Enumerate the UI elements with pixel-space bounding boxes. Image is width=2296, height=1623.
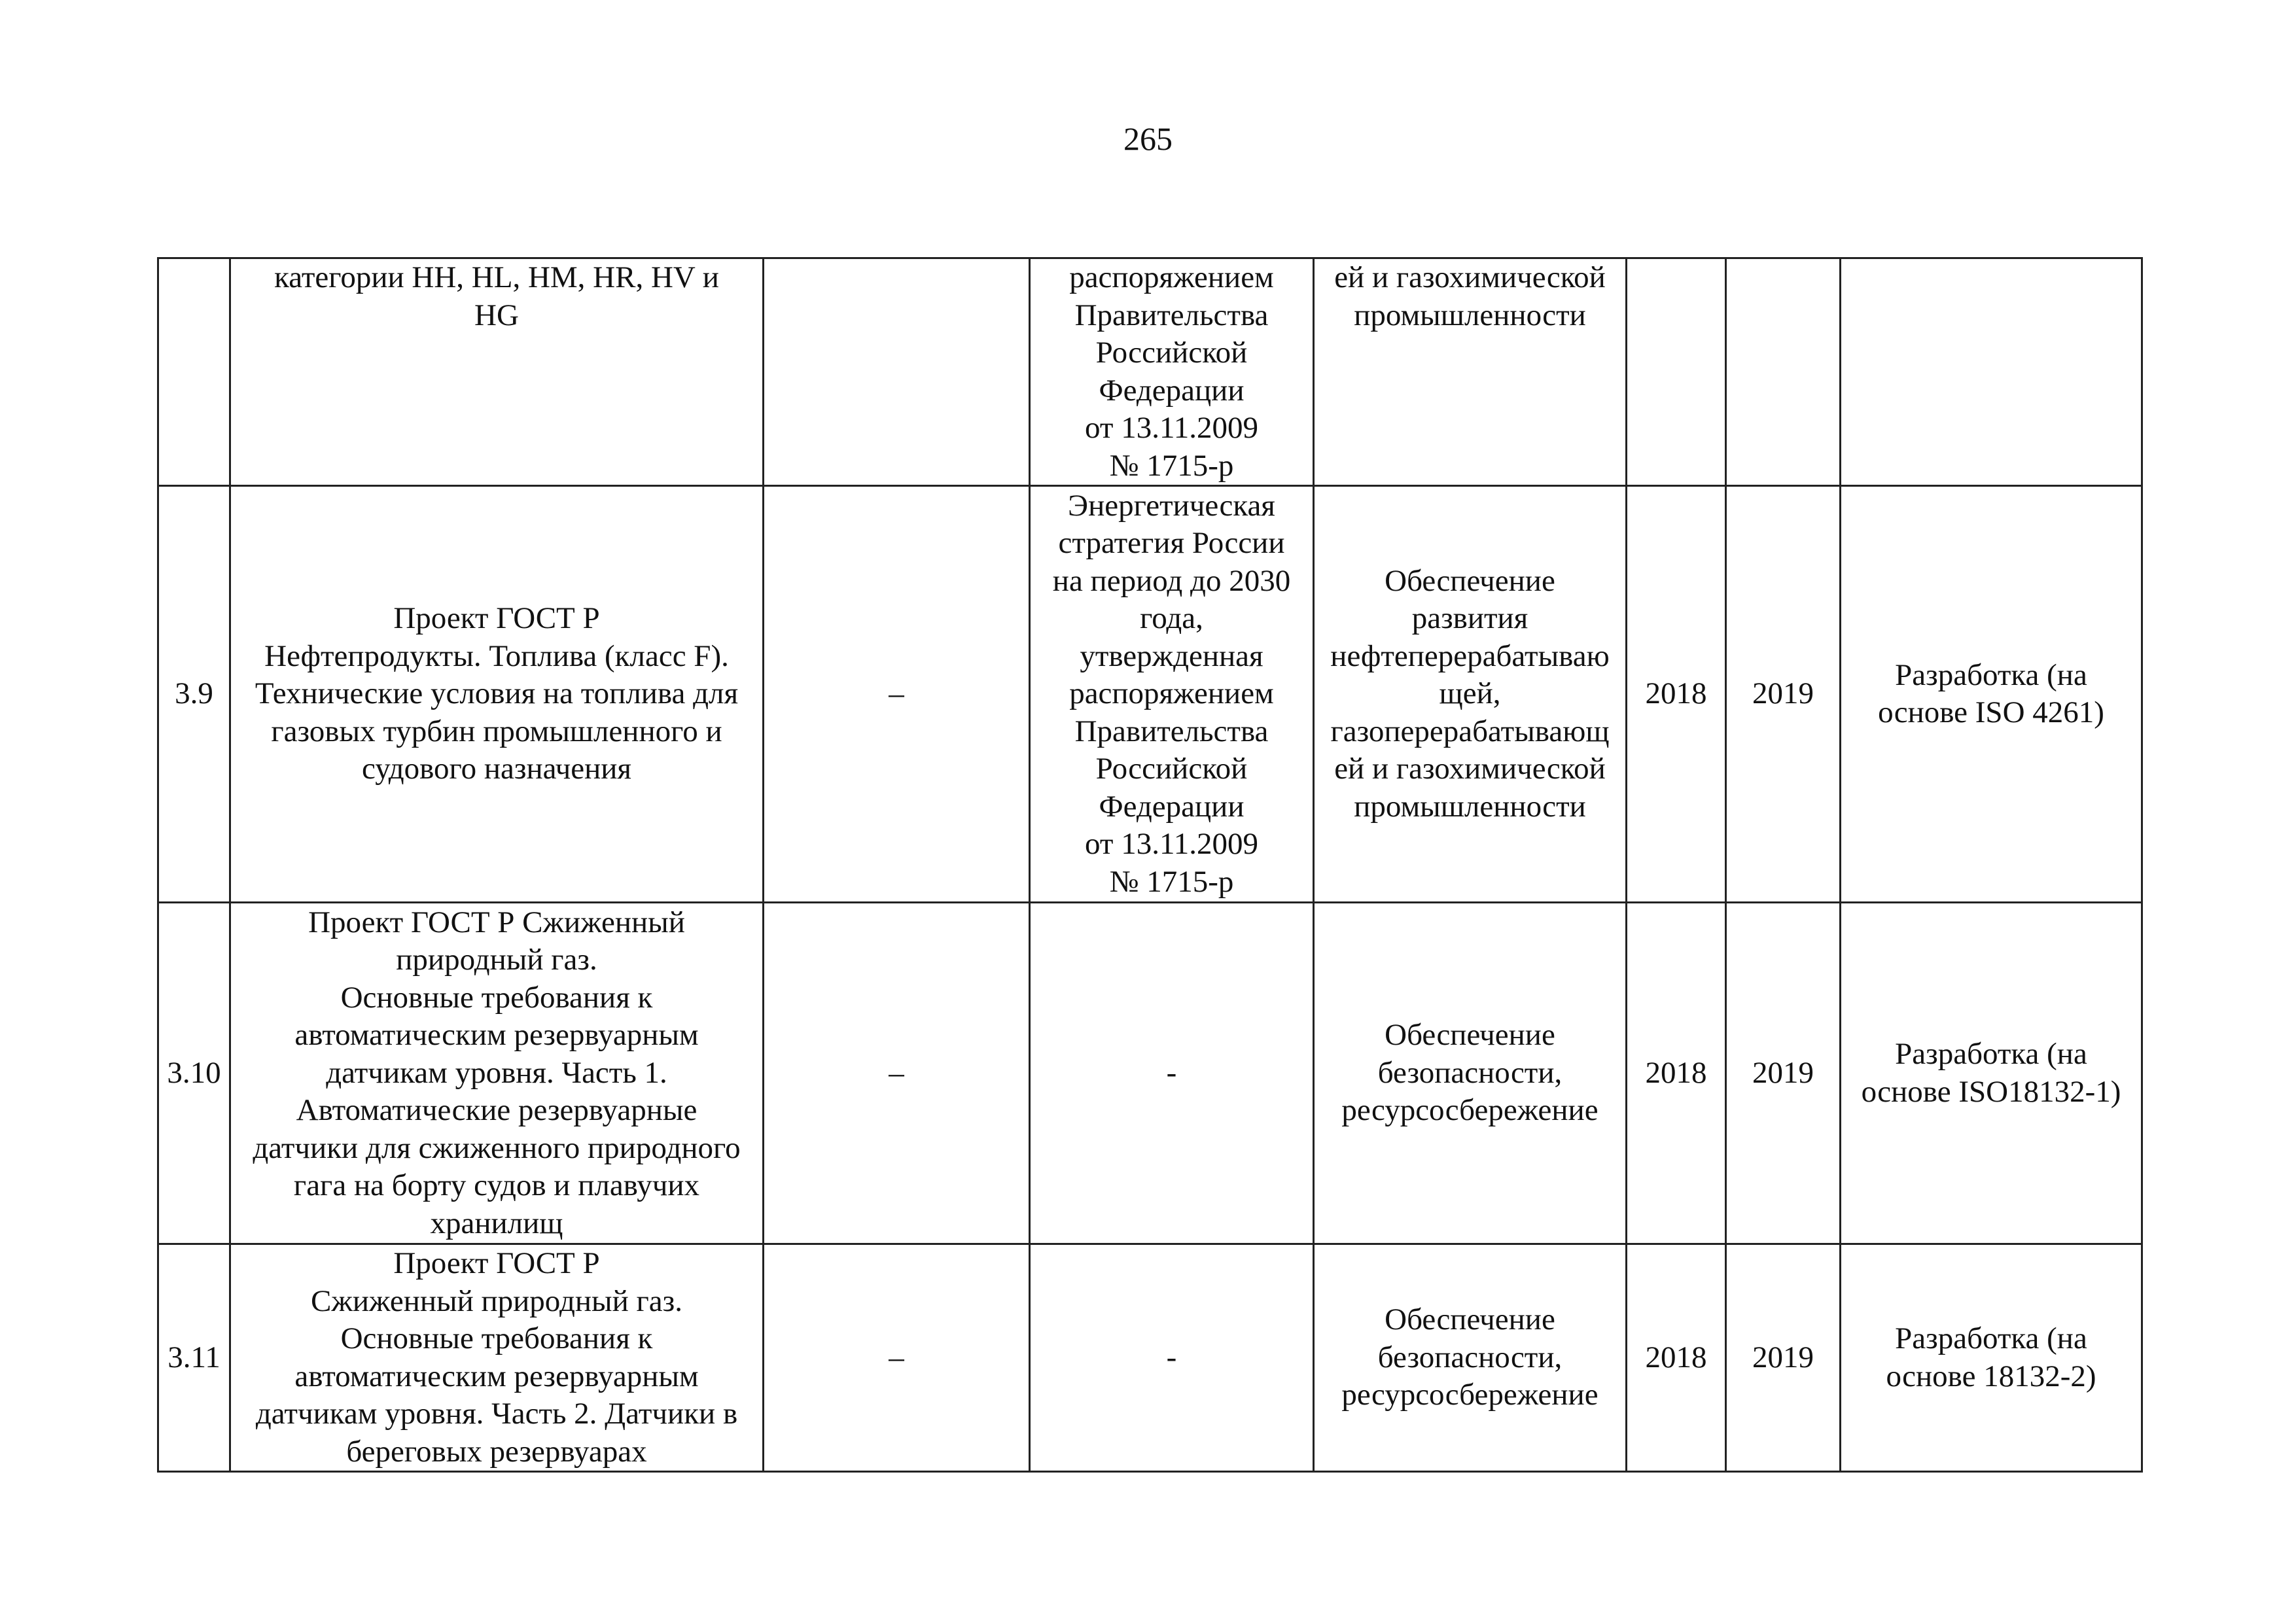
table-row-3-11 [158, 1244, 2142, 1472]
cell-num: 3.10 [158, 903, 230, 1244]
cell-harmonization: – [764, 1244, 1030, 1472]
cell-note [1841, 258, 2142, 486]
cell-end-year: 2019 [1726, 903, 1841, 1244]
cell-purpose: ей и газохимической промышленности [1314, 258, 1627, 486]
cell-start-year: 2018 [1627, 903, 1726, 1244]
cell-num: 3.11 [158, 1244, 230, 1472]
cell-harmonization: – [764, 486, 1030, 903]
cell-end-year [1726, 258, 1841, 486]
cell-harmonization [764, 258, 1030, 486]
cell-basis: Энергетическая стратегия России на период до 2030 года, утвержденная распоряжением Правительства Российской Федерации от 13.11.2009 № 1715-р [1030, 486, 1314, 903]
cell-end-year: 2019 [1726, 1244, 1841, 1472]
cell-start-year: 2018 [1627, 1244, 1726, 1472]
cell-harmonization: – [764, 903, 1030, 1244]
table-row-continuation [158, 258, 2142, 486]
table-row-3-9 [158, 486, 2142, 903]
cell-end-year: 2019 [1726, 486, 1841, 903]
cell-note: Разработка (на основе ISO18132-1) [1841, 903, 2142, 1244]
cell-note: Разработка (на основе 18132-2) [1841, 1244, 2142, 1472]
cell-title: Проект ГОСТ Р Сжиженный природный газ. Основные требования к автоматическим резервуарным датчикам уровня. Часть 1. Автоматические резервуарные датчики для сжиженного природного гага на борту судов и плавучих хранилищ [230, 903, 764, 1244]
table-row-3-10 [158, 903, 2142, 1244]
cell-basis: - [1030, 903, 1314, 1244]
cell-start-year: 2018 [1627, 486, 1726, 903]
cell-num: 3.9 [158, 486, 230, 903]
cell-purpose: Обеспечение развития нефтеперерабатываю щей, газоперерабатывающ ей и газохимической промышленности [1314, 486, 1627, 903]
cell-purpose: Обеспечение безопасности, ресурсосбережение [1314, 1244, 1627, 1472]
cell-basis: распоряжением Правительства Российской Федерации от 13.11.2009 № 1715-р [1030, 258, 1314, 486]
cell-basis: - [1030, 1244, 1314, 1472]
cell-title: категории HH, HL, HM, HR, HV и HG [230, 258, 764, 486]
cell-title: Проект ГОСТ Р Сжиженный природный газ. Основные требования к автоматическим резервуарным датчикам уровня. Часть 2. Датчики в береговых резервуарах [230, 1244, 764, 1472]
page-number: 265 [1123, 120, 1173, 157]
standards-table [157, 257, 2143, 1473]
cell-note: Разработка (на основе ISO 4261) [1841, 486, 2142, 903]
cell-num [158, 258, 230, 486]
cell-title: Проект ГОСТ Р Нефтепродукты. Топлива (класс F). Технические условия на топлива для газовых турбин промышленного и судового назначения [230, 486, 764, 903]
cell-start-year [1627, 258, 1726, 486]
cell-purpose: Обеспечение безопасности, ресурсосбережение [1314, 903, 1627, 1244]
